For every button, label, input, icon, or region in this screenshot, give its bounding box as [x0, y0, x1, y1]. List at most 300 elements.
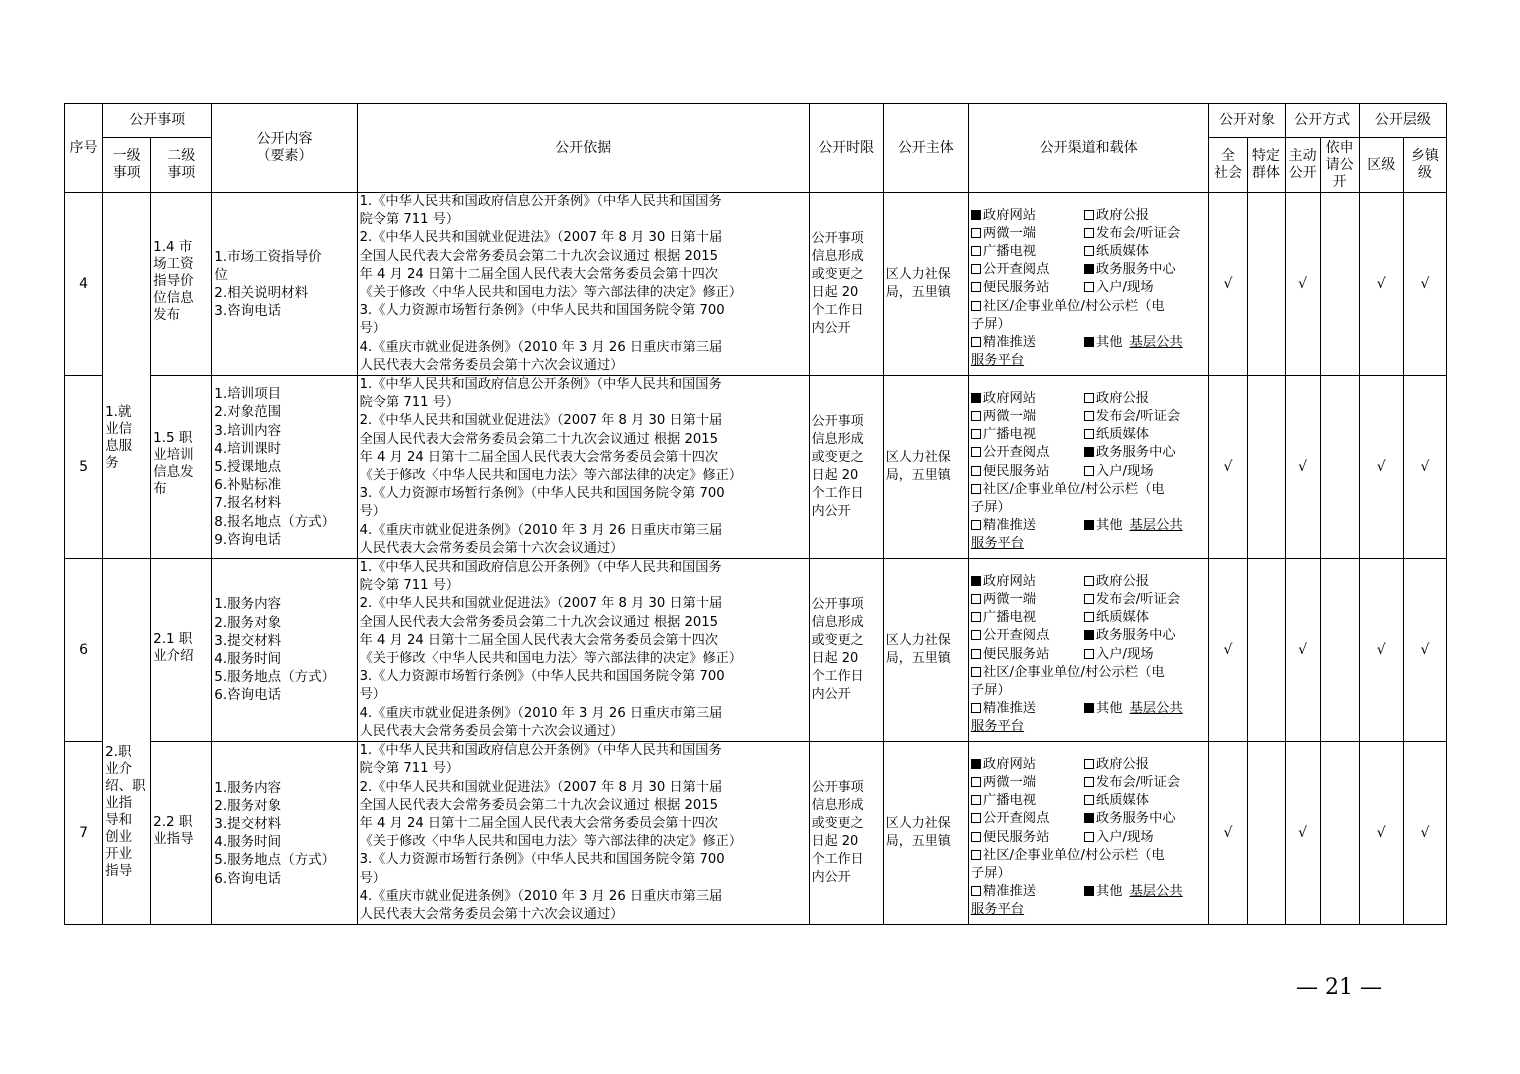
basis-line: 1.《中华人民共和国政府信息公开条例》（中华人民共和国国务	[359, 194, 722, 209]
check-mark-icon: √	[1223, 825, 1233, 842]
header-method-apply: 依申 请公 开	[1320, 138, 1359, 193]
content-cell	[212, 559, 357, 742]
channel-option-row	[971, 444, 1207, 462]
channel-other-detail: 基层公共	[1129, 883, 1183, 899]
check-mark-icon: √	[1298, 276, 1308, 293]
channel-option-community	[971, 481, 1207, 499]
channel-option-label: 纸质媒体	[1095, 244, 1150, 260]
channel-option	[971, 243, 1084, 261]
content-line: 4.培训课时	[214, 440, 282, 457]
basis-line: 全国人民代表大会常务委员会第二十九次会议通过 根据 2015	[359, 614, 719, 630]
channel-option	[1084, 792, 1149, 810]
channel-cell	[968, 376, 1209, 559]
target-specific-cell	[1247, 193, 1285, 376]
unchecked-box-icon	[1084, 612, 1094, 622]
channel-option	[1084, 463, 1154, 481]
channel-option-label: 便民服务站	[982, 646, 1050, 662]
channel-option	[971, 756, 1084, 774]
table-row	[65, 559, 1447, 742]
channel-spacer	[971, 747, 1207, 756]
target-specific-cell	[1247, 559, 1285, 742]
checked-box-icon	[1084, 886, 1094, 896]
unchecked-box-icon	[1084, 228, 1094, 238]
unchecked-box-icon	[971, 282, 981, 292]
channel-option	[1084, 627, 1176, 645]
channel-option	[971, 810, 1084, 828]
basis-line: 3.《人力资源市场暂行条例》（中华人民共和国国务院令第 700	[359, 486, 725, 502]
time-limit-cell	[809, 559, 883, 742]
channel-spacer	[971, 198, 1207, 207]
channel-option-label: 广播电视	[982, 244, 1037, 260]
channel-option-label: 政务服务中心	[1095, 811, 1176, 827]
checked-box-icon	[1084, 813, 1094, 823]
level2-item-text: 1.4 市 场工资 指导价 位信息 发布	[153, 239, 194, 323]
channel-option-label: 政府公报	[1095, 574, 1150, 590]
unchecked-box-icon	[971, 466, 981, 476]
basis-line: 2.《中华人民共和国就业促进法》（2007 年 8 月 30 日第十届	[359, 779, 723, 795]
channel-option	[971, 591, 1084, 609]
channel-option-label: 政务服务中心	[1095, 628, 1176, 644]
basis-line: 《关于修改〈中华人民共和国电力法〉等六部法律的决定》修正）	[359, 651, 743, 667]
time-limit-line: 内公开	[811, 687, 851, 703]
basis-line: 全国人民代表大会常务委员会第二十九次会议通过 根据 2015	[359, 797, 719, 813]
basis-line: 1.《中华人民共和国政府信息公开条例》（中华人民共和国国务	[359, 377, 722, 393]
header-content	[212, 104, 357, 193]
check-mark-icon: √	[1376, 825, 1386, 842]
channel-option	[1084, 390, 1149, 408]
channel-option	[1084, 279, 1154, 297]
channel-option	[1084, 573, 1149, 591]
channel-option-label: 纸质媒体	[1095, 427, 1150, 443]
channel-option-label: 发布会/听证会	[1095, 409, 1181, 425]
unchecked-box-icon	[971, 886, 981, 896]
channel-option-row	[971, 756, 1207, 774]
check-mark-icon: √	[1223, 276, 1233, 293]
method-active-cell	[1285, 559, 1320, 742]
subject-line: 局，五里镇	[885, 468, 951, 484]
unchecked-box-icon	[971, 228, 981, 238]
unchecked-box-icon	[1084, 466, 1094, 476]
channel-option-label: 政府网站	[982, 208, 1037, 224]
channel-option	[971, 444, 1084, 462]
content-line: 2.相关说明材料	[214, 285, 309, 302]
channel-option	[1084, 207, 1149, 225]
unchecked-box-icon	[971, 649, 981, 659]
unchecked-box-icon	[1084, 576, 1094, 586]
target-specific-cell	[1247, 742, 1285, 925]
channel-option-label: 子屏）	[970, 499, 1011, 515]
channel-option	[971, 463, 1084, 481]
basis-line: 院令第 711 号）	[359, 761, 460, 777]
time-limit-cell	[809, 376, 883, 559]
channel-option-label: 政府公报	[1095, 208, 1150, 224]
unchecked-box-icon	[1084, 282, 1094, 292]
header-level-town: 乡镇 级	[1403, 138, 1446, 193]
unchecked-box-icon	[1084, 246, 1094, 256]
channel-option	[1084, 591, 1180, 609]
subject-line: 区人力社保	[885, 633, 951, 649]
channel-option-row	[971, 883, 1207, 901]
channel-option-label: 政府公报	[1095, 757, 1150, 773]
channel-option-label: 公开查阅点	[982, 628, 1050, 644]
subject-cell	[883, 193, 968, 376]
channel-option	[1084, 225, 1180, 243]
channel-option-label: 政府网站	[982, 574, 1037, 590]
basis-line: 人民代表大会常务委员会第十六次会议通过）	[359, 723, 624, 739]
target-all-cell	[1209, 193, 1247, 376]
content-cell	[212, 193, 357, 376]
unchecked-box-icon	[971, 813, 981, 823]
channel-other-detail: 基层公共	[1129, 517, 1183, 533]
channel-option-label: 精准推送	[982, 334, 1037, 350]
header-content-text: 公开内容 （要素）	[256, 131, 313, 164]
basis-line: 2.《中华人民共和国就业促进法》（2007 年 8 月 30 日第十届	[359, 596, 723, 612]
channel-option-community	[971, 298, 1207, 316]
header-channel: 公开渠道和载体	[968, 104, 1209, 193]
content-cell	[212, 742, 357, 925]
level-district-cell	[1359, 193, 1403, 376]
subject-line: 区人力社保	[885, 450, 951, 466]
content-line: 5.授课地点	[214, 458, 282, 475]
channel-option-row	[971, 408, 1207, 426]
level2-item-text: 2.2 职 业指导	[153, 814, 194, 848]
channel-other-detail: 服务平台	[970, 352, 1025, 368]
content-line: 8.报名地点（方式）	[214, 513, 336, 530]
channel-option-row	[971, 243, 1207, 261]
time-limit-line: 日起 20	[811, 468, 859, 484]
time-limit-cell	[809, 193, 883, 376]
basis-line: 4.《重庆市就业促进条例》（2010 年 3 月 26 日重庆市第三届	[359, 888, 723, 904]
target-all-cell	[1209, 559, 1247, 742]
unchecked-box-icon	[971, 850, 981, 860]
channel-option-label: 两微一端	[982, 592, 1037, 608]
checked-box-icon	[1084, 703, 1094, 713]
content-line: 2.服务对象	[214, 797, 282, 814]
checked-box-icon	[1084, 337, 1094, 347]
channel-option-label: 两微一端	[982, 226, 1037, 242]
channel-option-label: 子屏）	[970, 865, 1011, 881]
content-line: 4.服务时间	[214, 651, 282, 668]
level2-item-text: 1.5 职 业培训 信息发 布	[153, 430, 194, 498]
channel-option-label: 广播电视	[982, 610, 1037, 626]
channel-option-row	[971, 463, 1207, 481]
header-seq: 序号	[65, 104, 103, 193]
subject-cell	[883, 376, 968, 559]
checked-box-icon	[1084, 520, 1094, 530]
time-limit-line: 公开事项	[811, 780, 864, 796]
channel-option-label: 入户/现场	[1095, 646, 1154, 662]
channel-option-row	[971, 810, 1207, 828]
basis-line: 《关于修改〈中华人民共和国电力法〉等六部法律的决定》修正）	[359, 468, 743, 484]
unchecked-box-icon	[971, 612, 981, 622]
channel-option-row	[971, 627, 1207, 645]
content-line: 3.培训内容	[214, 422, 282, 439]
checked-box-icon	[971, 393, 981, 403]
basis-line: 《关于修改〈中华人民共和国电力法〉等六部法律的决定》修正）	[359, 285, 743, 301]
channel-option	[971, 390, 1084, 408]
content-line: 3.提交材料	[214, 815, 282, 832]
time-limit-line: 个工作日	[811, 303, 864, 319]
channel-option-label: 其他	[1095, 883, 1123, 899]
channel-option-label: 社区/企事业单位/村公示栏（电	[982, 298, 1165, 314]
time-limit-line: 或变更之	[811, 267, 864, 283]
row-seq: 6	[65, 559, 103, 742]
time-limit-line: 公开事项	[811, 414, 864, 430]
basis-line: 年 4 月 24 日第十二届全国人民代表大会常务委员会第十四次	[359, 449, 719, 465]
content-line: 1.市场工资指导价	[214, 248, 322, 265]
level2-item	[151, 193, 212, 376]
channel-option-row	[971, 279, 1207, 297]
level-town-cell	[1403, 376, 1446, 559]
channel-option-label: 精准推送	[982, 517, 1037, 533]
channel-option-row	[971, 426, 1207, 444]
level1-item	[103, 559, 151, 925]
channel-option-row	[971, 774, 1207, 792]
channel-option-row	[971, 261, 1207, 279]
header-target-group: 公开对象	[1209, 104, 1285, 138]
time-limit-line: 内公开	[811, 321, 851, 337]
content-line: 3.提交材料	[214, 632, 282, 649]
basis-line: 年 4 月 24 日第十二届全国人民代表大会常务委员会第十四次	[359, 815, 719, 831]
method-apply-cell	[1320, 376, 1359, 559]
channel-option	[1084, 517, 1183, 535]
check-mark-icon: √	[1376, 642, 1386, 659]
channel-cell	[968, 742, 1209, 925]
content-line: 7.报名材料	[214, 495, 282, 512]
subject-line: 局，五里镇	[885, 285, 951, 301]
channel-option	[1084, 700, 1183, 718]
channel-spacer	[971, 564, 1207, 573]
subject-cell	[883, 742, 968, 925]
channel-option-label: 精准推送	[982, 700, 1037, 716]
channel-option	[971, 279, 1084, 297]
channel-option-label: 子屏）	[970, 682, 1011, 698]
channel-option-row	[971, 646, 1207, 664]
target-specific-cell	[1247, 376, 1285, 559]
channel-option-label: 纸质媒体	[1095, 610, 1150, 626]
channel-option-row	[971, 390, 1207, 408]
basis-line: 4.《重庆市就业促进条例》（2010 年 3 月 26 日重庆市第三届	[359, 522, 723, 538]
unchecked-box-icon	[971, 832, 981, 842]
basis-line: 号）	[359, 687, 386, 703]
channel-other-detail: 服务平台	[970, 718, 1025, 734]
time-limit-line: 个工作日	[811, 486, 864, 502]
unchecked-box-icon	[1084, 795, 1094, 805]
level-town-cell	[1403, 559, 1446, 742]
time-limit-line: 日起 20	[811, 834, 859, 850]
time-limit-line: 信息形成	[811, 249, 864, 265]
unchecked-box-icon	[971, 447, 981, 457]
unchecked-box-icon	[971, 301, 981, 311]
channel-other-detail: 服务平台	[970, 535, 1025, 551]
channel-option-label: 入户/现场	[1095, 829, 1154, 845]
unchecked-box-icon	[971, 264, 981, 274]
channel-option-community	[971, 664, 1207, 682]
level2-item-text: 2.1 职 业介绍	[153, 631, 194, 665]
unchecked-box-icon	[971, 246, 981, 256]
basis-cell	[357, 559, 809, 742]
content-line: 5.服务地点（方式）	[214, 852, 336, 869]
basis-line: 1.《中华人民共和国政府信息公开条例》（中华人民共和国国务	[359, 560, 722, 576]
channel-option-label: 政府网站	[982, 757, 1037, 773]
unchecked-box-icon	[971, 484, 981, 494]
time-limit-line: 公开事项	[811, 597, 864, 613]
channel-option	[971, 573, 1084, 591]
check-mark-icon: √	[1376, 276, 1386, 293]
content-line: 3.咨询电话	[214, 303, 282, 320]
channel-option-label: 政府网站	[982, 391, 1037, 407]
time-limit-line: 信息形成	[811, 432, 864, 448]
unchecked-box-icon	[971, 429, 981, 439]
channel-option-label: 纸质媒体	[1095, 793, 1150, 809]
content-line: 5.服务地点（方式）	[214, 669, 336, 686]
content-line: 1.服务内容	[214, 596, 282, 613]
channel-cell	[968, 193, 1209, 376]
channel-option-label: 公开查阅点	[982, 811, 1050, 827]
check-mark-icon: √	[1298, 459, 1308, 476]
channel-option	[971, 408, 1084, 426]
level-town-cell	[1403, 742, 1446, 925]
header-method-group: 公开方式	[1285, 104, 1359, 138]
header-level2: 二级 事项	[151, 138, 212, 193]
basis-line: 院令第 711 号）	[359, 212, 460, 228]
subject-line: 区人力社保	[885, 267, 951, 283]
content-line: 2.服务对象	[214, 614, 282, 631]
basis-line: 人民代表大会常务委员会第十六次会议通过）	[359, 357, 624, 373]
target-all-cell	[1209, 376, 1247, 559]
check-mark-icon: √	[1223, 459, 1233, 476]
basis-line: 2.《中华人民共和国就业促进法》（2007 年 8 月 30 日第十届	[359, 413, 723, 429]
channel-other-detail: 基层公共	[1129, 700, 1183, 716]
method-active-cell	[1285, 376, 1320, 559]
time-limit-line: 或变更之	[811, 816, 864, 832]
channel-option-label: 其他	[1095, 700, 1123, 716]
unchecked-box-icon	[971, 667, 981, 677]
basis-line: 年 4 月 24 日第十二届全国人民代表大会常务委员会第十四次	[359, 632, 719, 648]
unchecked-box-icon	[971, 411, 981, 421]
basis-line: 3.《人力资源市场暂行条例》（中华人民共和国国务院令第 700	[359, 303, 725, 319]
disclosure-table	[64, 103, 1447, 925]
channel-option-label: 社区/企事业单位/村公示栏（电	[982, 664, 1165, 680]
method-active-cell	[1285, 742, 1320, 925]
content-line: 6.咨询电话	[214, 870, 282, 887]
basis-line: 号）	[359, 321, 386, 337]
time-limit-line: 或变更之	[811, 633, 864, 649]
header-level-district: 区级	[1359, 138, 1403, 193]
channel-option-label: 社区/企事业单位/村公示栏（电	[982, 481, 1165, 497]
checked-box-icon	[1084, 264, 1094, 274]
channel-option	[1084, 408, 1180, 426]
channel-option-row	[971, 829, 1207, 847]
time-limit-line: 日起 20	[811, 651, 859, 667]
unchecked-box-icon	[971, 630, 981, 640]
row-seq: 5	[65, 376, 103, 559]
channel-option-label: 便民服务站	[982, 463, 1050, 479]
channel-option	[971, 627, 1084, 645]
channel-option	[971, 207, 1084, 225]
channel-option-row	[971, 792, 1207, 810]
channel-option-row	[971, 207, 1207, 225]
basis-cell	[357, 193, 809, 376]
check-mark-icon: √	[1420, 642, 1430, 659]
channel-spacer	[971, 381, 1207, 390]
basis-line: 全国人民代表大会常务委员会第二十九次会议通过 根据 2015	[359, 431, 719, 447]
channel-option-label: 广播电视	[982, 793, 1037, 809]
channel-option	[971, 883, 1084, 901]
level1-item	[103, 193, 151, 559]
channel-option	[971, 517, 1084, 535]
basis-line: 年 4 月 24 日第十二届全国人民代表大会常务委员会第十四次	[359, 266, 719, 282]
time-limit-line: 内公开	[811, 870, 851, 886]
unchecked-box-icon	[971, 594, 981, 604]
time-limit-line: 信息形成	[811, 615, 864, 631]
channel-option-label: 政府公报	[1095, 391, 1150, 407]
basis-line: 1.《中华人民共和国政府信息公开条例》（中华人民共和国国务	[359, 743, 722, 759]
checked-box-icon	[971, 759, 981, 769]
channel-option	[971, 426, 1084, 444]
channel-option	[1084, 444, 1176, 462]
channel-option-label: 发布会/听证会	[1095, 592, 1181, 608]
basis-line: 人民代表大会常务委员会第十六次会议通过）	[359, 540, 624, 556]
channel-option-label: 子屏）	[970, 316, 1011, 332]
level2-item	[151, 559, 212, 742]
channel-option-label: 政务服务中心	[1095, 445, 1176, 461]
basis-line: 《关于修改〈中华人民共和国电力法〉等六部法律的决定》修正）	[359, 834, 743, 850]
channel-option-label: 两微一端	[982, 409, 1037, 425]
header-basis: 公开依据	[357, 104, 809, 193]
channel-cell	[968, 559, 1209, 742]
channel-option-label: 其他	[1095, 334, 1123, 350]
unchecked-box-icon	[971, 520, 981, 530]
content-line: 4.服务时间	[214, 834, 282, 851]
unchecked-box-icon	[1084, 210, 1094, 220]
time-limit-cell	[809, 742, 883, 925]
method-apply-cell	[1320, 193, 1359, 376]
checked-box-icon	[1084, 447, 1094, 457]
basis-line: 3.《人力资源市场暂行条例》（中华人民共和国国务院令第 700	[359, 669, 725, 685]
row-seq: 4	[65, 193, 103, 376]
basis-line: 3.《人力资源市场暂行条例》（中华人民共和国国务院令第 700	[359, 852, 725, 868]
channel-option	[1084, 774, 1180, 792]
subject-line: 局，五里镇	[885, 834, 951, 850]
content-line: 9.咨询电话	[214, 531, 282, 548]
channel-option	[1084, 756, 1149, 774]
channel-option-row	[971, 609, 1207, 627]
basis-line: 4.《重庆市就业促进条例》（2010 年 3 月 26 日重庆市第三届	[359, 705, 723, 721]
header-level1: 一级 事项	[103, 138, 151, 193]
unchecked-box-icon	[1084, 411, 1094, 421]
unchecked-box-icon	[1084, 594, 1094, 604]
channel-option-label: 公开查阅点	[982, 445, 1050, 461]
content-cell	[212, 376, 357, 559]
time-limit-line: 或变更之	[811, 450, 864, 466]
unchecked-box-icon	[1084, 429, 1094, 439]
time-limit-line: 内公开	[811, 504, 851, 520]
channel-option	[971, 774, 1084, 792]
subject-cell	[883, 559, 968, 742]
channel-option	[971, 646, 1084, 664]
channel-option-label: 两微一端	[982, 775, 1037, 791]
channel-option	[1084, 883, 1183, 901]
unchecked-box-icon	[1084, 759, 1094, 769]
unchecked-box-icon	[971, 703, 981, 713]
content-line: 1.服务内容	[214, 779, 282, 796]
check-mark-icon: √	[1420, 276, 1430, 293]
channel-option-row	[971, 517, 1207, 535]
channel-option-row	[971, 334, 1207, 352]
check-mark-icon: √	[1376, 459, 1386, 476]
unchecked-box-icon	[1084, 393, 1094, 403]
